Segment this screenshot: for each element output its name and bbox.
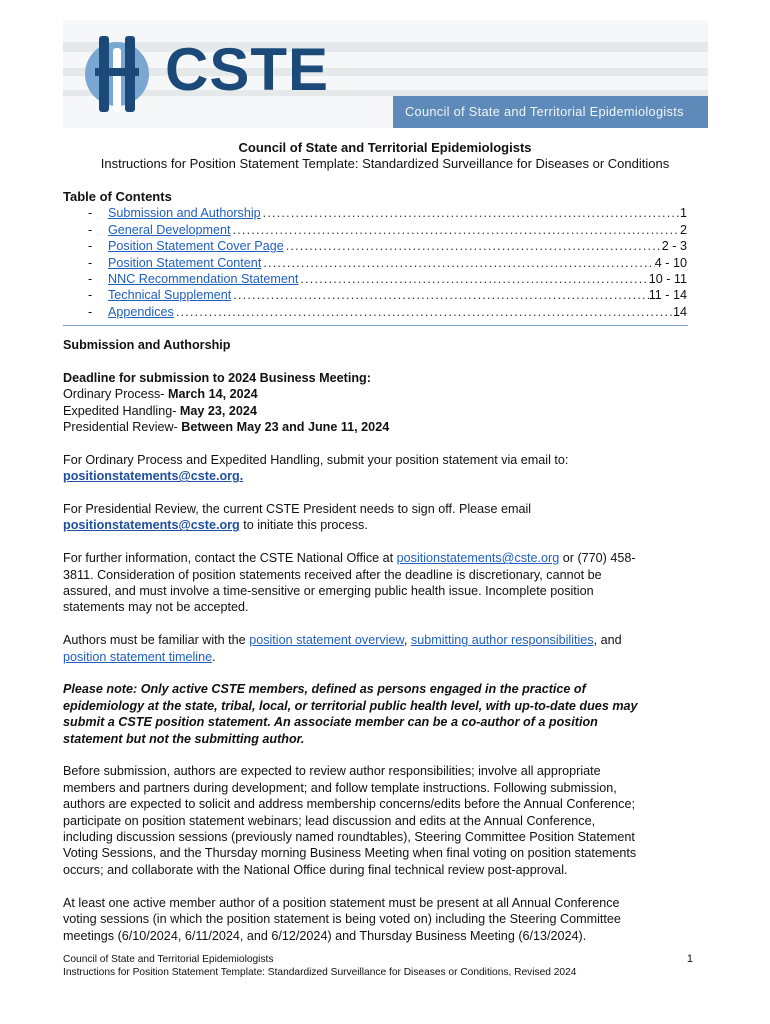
toc-leader bbox=[174, 304, 673, 320]
before-submission-line: authors are expected to solicit and address membership concerns/edits before the Annual Conference; bbox=[63, 797, 635, 812]
deadline-heading: Deadline for submission to 2024 Business Meeting: bbox=[63, 370, 371, 385]
attendance-line: meetings (6/10/2024, 6/11/2024, and 6/12/2024) and Thursday Business Meeting (6/13/2024). bbox=[63, 928, 587, 943]
toc-page: 11 - 14 bbox=[648, 288, 687, 303]
toc-leader bbox=[231, 287, 649, 303]
table-of-contents bbox=[63, 189, 687, 320]
footer-org: Council of State and Territorial Epidemiologists bbox=[63, 954, 274, 965]
membership-note-line: statement but not the submitting author. bbox=[63, 731, 305, 746]
toc-leader bbox=[261, 255, 654, 271]
toc-row bbox=[63, 287, 687, 303]
further-info-line3: assured, and must involve a time-sensitive or emerging public health issue. Incomplete position bbox=[63, 584, 594, 599]
toc-page: 1 bbox=[679, 206, 687, 221]
before-submission-line: including discussion sessions (previously named roundtables), Steering Committee Position Statement bbox=[63, 830, 635, 845]
membership-note-line: epidemiology at the state, tribal, local, or territorial public health level, with up-to-date dues may bbox=[63, 698, 638, 713]
link-position-statement-overview[interactable]: position statement overview bbox=[249, 633, 404, 648]
before-submission-line: members and partners during development; and follow template instructions. Following submission, bbox=[63, 780, 617, 795]
toc-row bbox=[63, 255, 687, 271]
toc-row bbox=[63, 205, 687, 221]
toc-page: 4 - 10 bbox=[654, 255, 687, 270]
toc-row bbox=[63, 271, 687, 287]
cste-logo-icon bbox=[77, 30, 157, 118]
further-info-line2: 3811. Consideration of position statements received after the deadline is discretionary, cannot be bbox=[63, 567, 602, 582]
toc-page: 14 bbox=[672, 304, 687, 319]
toc-leader bbox=[298, 271, 648, 287]
toc-bullet: - bbox=[88, 288, 93, 303]
membership-note-line: submit a CSTE position statement. An associate member can be a co-author of a position bbox=[63, 715, 598, 730]
toc-row bbox=[63, 222, 687, 238]
banner-tagline: Council of State and Territorial Epidemiologists bbox=[393, 96, 708, 128]
header-banner bbox=[63, 20, 708, 128]
attendance-line: voting sessions (in which the position statement is being voted on) including the Steering Committee bbox=[63, 912, 621, 927]
page-footer bbox=[63, 953, 693, 979]
document-title: Council of State and Territorial Epidemiologists bbox=[238, 140, 532, 155]
further-info-line4: statements may not be accepted. bbox=[63, 600, 249, 615]
toc-page: 10 - 11 bbox=[648, 271, 687, 286]
authors-line2: position statement timeline. bbox=[63, 649, 216, 664]
toc-link-content[interactable]: Position Statement Content bbox=[108, 255, 262, 270]
deadline-ordinary: Ordinary Process- March 14, 2024 bbox=[63, 387, 258, 402]
toc-link-nnc-recommendation[interactable]: NNC Recommendation Statement bbox=[108, 271, 299, 286]
toc-page: 2 - 3 bbox=[661, 239, 687, 254]
email-link-national-office[interactable]: positionstatements@cste.org bbox=[396, 551, 560, 566]
toc-link-appendices[interactable]: Appendices bbox=[108, 304, 174, 319]
cste-wordmark: CSTE bbox=[165, 36, 330, 103]
toc-bullet: - bbox=[88, 206, 93, 221]
deadline-expedited: Expedited Handling- May 23, 2024 bbox=[63, 403, 257, 418]
toc-bullet: - bbox=[88, 222, 93, 237]
link-author-responsibilities[interactable]: submitting author responsibilities bbox=[410, 633, 594, 648]
email-link-bold[interactable]: positionstatements@cste.org. bbox=[63, 469, 244, 484]
deadline-presidential: Presidential Review- Between May 23 and June 11, 2024 bbox=[63, 420, 390, 435]
link-position-statement-timeline[interactable]: position statement timeline bbox=[63, 649, 213, 664]
toc-link-general-development[interactable]: General Development bbox=[108, 222, 231, 237]
before-submission-line: Before submission, authors are expected to review author responsibilities; involve all appropriate bbox=[63, 764, 601, 779]
further-info-line1: For further information, contact the CSTE National Office at positionstatements@cste.org or (770) 458- bbox=[63, 551, 636, 566]
toc-bullet: - bbox=[88, 255, 93, 270]
divider bbox=[63, 325, 688, 326]
before-submission-line: participate on position statement webinars; lead discussion and edits at the Annual Conference, bbox=[63, 813, 596, 828]
presidential-instructions: For Presidential Review, the current CSTE President needs to sign off. Please email bbox=[63, 502, 532, 517]
toc-bullet: - bbox=[88, 271, 93, 286]
section-submission-authorship bbox=[63, 337, 703, 944]
toc-leader bbox=[284, 238, 662, 254]
ordinary-instructions: For Ordinary Process and Expedited Handling, submit your position statement via email to: bbox=[63, 452, 569, 467]
toc-row bbox=[63, 238, 687, 254]
toc-link-submission[interactable]: Submission and Authorship bbox=[108, 206, 261, 221]
document-subtitle: Instructions for Position Statement Template: Standardized Surveillance for Diseases or Conditions bbox=[100, 156, 670, 171]
before-submission-line: occurs; and collaborate with the National Office during final technical review post-approval. bbox=[63, 862, 568, 877]
toc-link-cover-page[interactable]: Position Statement Cover Page bbox=[108, 239, 284, 254]
toc-bullet: - bbox=[88, 239, 93, 254]
section-heading: Submission and Authorship bbox=[63, 338, 231, 352]
toc-page: 2 bbox=[679, 222, 687, 237]
toc-leader bbox=[261, 205, 680, 221]
before-submission-line: Voting Sessions, and the Thursday morning Business Meeting when final voting on position statements bbox=[63, 846, 637, 861]
toc-link-technical-supplement[interactable]: Technical Supplement bbox=[108, 288, 232, 303]
attendance-line: At least one active member author of a position statement must be present at all Annual Conference bbox=[63, 895, 620, 910]
footer-doc-title: Instructions for Position Statement Template: Standardized Surveillance for Diseases or Conditions, Revised 2024 bbox=[63, 967, 577, 978]
toc-bullet: - bbox=[88, 304, 93, 319]
authors-line1: Authors must be familiar with the position statement overview, submitting author responsibilities, and bbox=[63, 633, 622, 648]
toc-row bbox=[63, 304, 687, 320]
presidential-instructions-cont: positionstatements@cste.org to initiate this process. bbox=[63, 518, 368, 533]
toc-leader bbox=[231, 222, 680, 238]
page-number: 1 bbox=[686, 953, 693, 965]
email-link-presidential[interactable]: positionstatements@cste.org bbox=[63, 518, 240, 533]
membership-note-line: Please note: Only active CSTE members, defined as persons engaged in the practice of bbox=[63, 682, 586, 697]
toc-title: Table of Contents bbox=[63, 189, 172, 204]
